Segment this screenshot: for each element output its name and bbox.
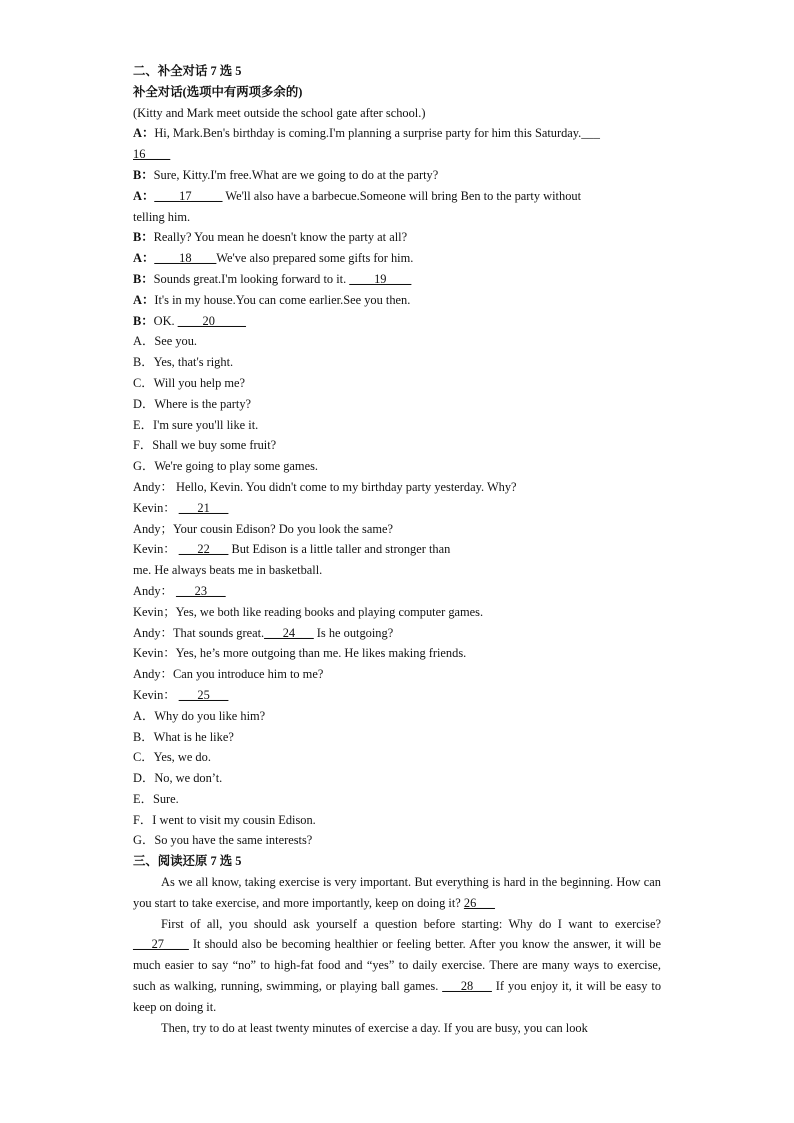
- answer-blank-18: ____18____: [154, 251, 217, 266]
- answer-blank-25: ___25___: [178, 687, 229, 702]
- speaker: Andy：: [133, 625, 173, 640]
- line-text: Hello, Kevin. You didn't come to my birthday party yesterday. Why?: [172, 479, 517, 494]
- speaker: A：: [133, 126, 155, 141]
- dialogue1-line-4: [133, 186, 661, 207]
- line-text: Yes, we both like reading books and playing computer games.: [175, 604, 484, 619]
- line-text: Is he outgoing?: [316, 625, 394, 640]
- line-text: OK.: [153, 313, 175, 328]
- answer-blank-19: ____19____: [349, 271, 412, 286]
- dialogue1-line-9: [133, 290, 661, 311]
- line-text: telling him.: [133, 209, 191, 224]
- option-item: G．So you have the same interests?: [133, 833, 313, 848]
- line-text: That sounds great.: [172, 625, 265, 640]
- paragraph-text: First of all, you should ask yourself a question before starting: Why do I want to exercise?: [161, 916, 661, 931]
- dialogue2-line-11: [133, 685, 661, 706]
- option-item: G．We're going to play some games.: [133, 459, 318, 474]
- paragraph-text: As we all know, taking exercise is very important. But everything is hard in the beginning. How can you start to take exercise, and more importantly, keep on doing it?: [133, 875, 661, 910]
- paragraph-2: [133, 914, 661, 1018]
- option-item: E．I'm sure you'll like it.: [133, 417, 259, 432]
- option-item: E．Sure.: [133, 791, 179, 806]
- speaker: Andy；: [133, 521, 173, 536]
- dialogue2-line-10: [133, 664, 661, 685]
- line-text: Can you introduce him to me?: [172, 667, 324, 682]
- line-text: Your cousin Edison? Do you look the same?: [172, 521, 393, 536]
- line-text: It's in my house.You can come earlier.See you then.: [154, 292, 411, 307]
- speaker: Kevin：: [133, 542, 176, 557]
- section3-heading: 三、阅读还原 7 选 5: [133, 854, 242, 869]
- paragraph-text: If you enjoy it, it will be easy to keep on doing it.: [133, 979, 662, 1014]
- option-item: A．See you.: [133, 334, 198, 349]
- dialogue2-line-8: [133, 623, 661, 644]
- speaker: Kevin：: [133, 687, 176, 702]
- dialogue1-line-3: [133, 165, 661, 186]
- speaker: A：: [133, 188, 155, 203]
- dialogue2-line-4: [133, 539, 661, 560]
- line-text: Sure, Kitty.I'm free.What are we going to do at the party?: [153, 167, 439, 182]
- section2-subheading: 补全对话(选项中有两项多余的): [133, 84, 303, 99]
- dialogue1-line-2: [133, 144, 661, 165]
- speaker: Kevin：: [133, 646, 176, 661]
- option-item: A．Why do you like him?: [133, 708, 266, 723]
- answer-blank-26: 26___: [463, 895, 495, 910]
- paragraph-text: Then, try to do at least twenty minutes of exercise a day. If you are busy, you can look: [161, 1020, 588, 1035]
- answer-blank-23: ___23___: [176, 583, 226, 598]
- line-text: We'll also have a barbecue.Someone will bring Ben to the party without: [225, 188, 582, 203]
- dialogue2-line-9: [133, 643, 661, 664]
- line-text: Hi, Mark.Ben's birthday is coming.I'm planning a surprise party for him this Saturday.: [154, 126, 582, 141]
- answer-blank-17: ____17_____: [154, 188, 223, 203]
- dialogue2-line-6: [133, 581, 661, 602]
- speaker: B：: [133, 271, 154, 286]
- option-item: B．What is he like?: [133, 729, 234, 744]
- line-text: We've also prepared some gifts for him.: [216, 251, 414, 266]
- speaker: B：: [133, 230, 154, 245]
- dialogue1-line-8: [133, 269, 661, 290]
- answer-blank-27: ___27____: [133, 937, 189, 952]
- speaker: Kevin：: [133, 500, 176, 515]
- answer-blank-20: ____20_____: [177, 313, 246, 328]
- answer-blank-16: 16____: [133, 147, 171, 162]
- document-page: [133, 61, 661, 1038]
- paragraph-3: [133, 1018, 661, 1039]
- speaker: Andy：: [133, 583, 173, 598]
- speaker: A：: [133, 292, 155, 307]
- option-item: D．No, we don’t.: [133, 771, 223, 786]
- speaker: A：: [133, 251, 155, 266]
- section2-heading: 二、补全对话 7 选 5: [133, 64, 242, 78]
- dialogue2-line-7: [133, 602, 661, 623]
- line-text: Yes, he’s more outgoing than me. He likes making friends.: [175, 646, 467, 661]
- answer-blank-24: ___24___: [264, 625, 314, 640]
- dialogue1-line-6: [133, 227, 661, 248]
- dialogue1-line-5: [133, 207, 661, 228]
- dialogue1-line-7: [133, 248, 661, 269]
- dialogue2-line-5: [133, 560, 661, 581]
- option-item: B．Yes, that's right.: [133, 355, 234, 370]
- line-text: Really? You mean he doesn't know the party at all?: [153, 230, 408, 245]
- option-item: D．Where is the party?: [133, 396, 252, 411]
- dialogue2-line-1: [133, 477, 661, 498]
- option-item: F．Shall we buy some fruit?: [133, 438, 277, 453]
- line-text: But Edison is a little taller and stronger than: [231, 542, 451, 557]
- dialogue-intro: (Kitty and Mark meet outside the school gate after school.): [133, 105, 426, 120]
- line-text: me. He always beats me in basketball.: [133, 563, 323, 578]
- option-item: C．Yes, we do.: [133, 750, 211, 765]
- speaker: B：: [133, 167, 154, 182]
- option-item: C．Will you help me?: [133, 375, 246, 390]
- dialogue1-line-10: [133, 311, 661, 332]
- answer-blank: ___: [581, 126, 600, 141]
- paragraph-text: It should also be becoming healthier or feeling better. After you know the answer, it will be much easier to say “no” to high-fat food and “yes” to daily exercise. There are many ways to exercise, such as walking, running, swimming, or playing ball games.: [133, 937, 662, 994]
- speaker: B：: [133, 313, 154, 328]
- dialogue1-line-1: [133, 123, 661, 144]
- answer-blank-28: ___28___: [442, 979, 492, 994]
- line-text: Sounds great.I'm looking forward to it.: [153, 271, 347, 286]
- speaker: Andy：: [133, 479, 173, 494]
- option-item: F．I went to visit my cousin Edison.: [133, 812, 316, 827]
- answer-blank-22: ___22___: [178, 542, 229, 557]
- speaker: Andy：: [133, 667, 173, 682]
- answer-blank-21: ___21___: [178, 500, 229, 515]
- dialogue2-line-2: [133, 498, 661, 519]
- speaker: Kevin；: [133, 604, 176, 619]
- dialogue2-line-3: [133, 519, 661, 540]
- paragraph-1: [133, 872, 661, 914]
